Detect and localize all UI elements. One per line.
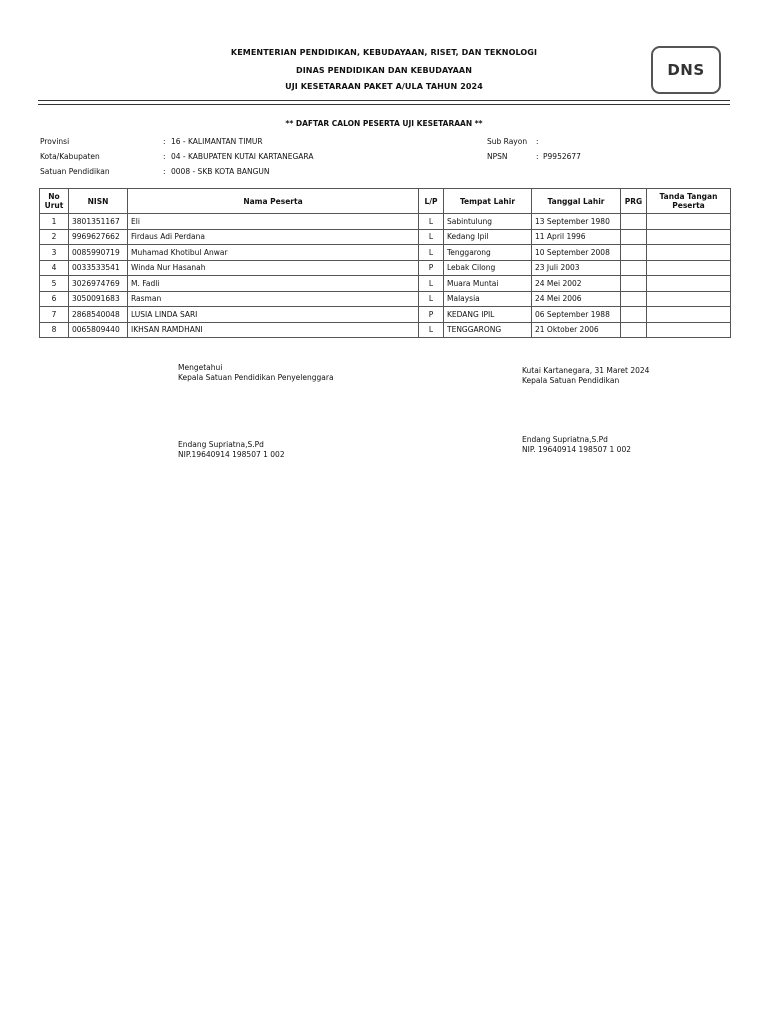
cell-lp: P [419, 260, 444, 276]
header-divider-thin [38, 104, 730, 105]
document-subtitle: ** DAFTAR CALON PESERTA UJI KESETARAAN ** [285, 119, 483, 128]
cell-lp: L [419, 229, 444, 245]
cell-tanggal-lahir: 06 September 1988 [532, 307, 621, 323]
table-row [40, 276, 731, 292]
cell-lp: L [419, 322, 444, 338]
cell-lp: L [419, 276, 444, 292]
info-label-npsn: NPSN [487, 152, 508, 161]
cell-no: 6 [40, 291, 69, 307]
info-value-provinsi: 16 - KALIMANTAN TIMUR [171, 137, 263, 146]
cell-lp: P [419, 307, 444, 323]
col-header-no: No Urut [40, 189, 69, 214]
cell-nama: IKHSAN RAMDHANI [128, 322, 419, 338]
cell-prg [621, 322, 647, 338]
cell-nama: Eli [128, 214, 419, 230]
col-header-tanggal-lahir: Tanggal Lahir [532, 189, 621, 214]
cell-no: 3 [40, 245, 69, 261]
cell-tempat-lahir: KEDANG IPIL [444, 307, 532, 323]
cell-tanggal-lahir: 21 Oktober 2006 [532, 322, 621, 338]
cell-tanggal-lahir: 24 Mei 2006 [532, 291, 621, 307]
cell-tempat-lahir: Sabintulung [444, 214, 532, 230]
cell-no: 5 [40, 276, 69, 292]
info-value-kabupaten: 04 - KABUPATEN KUTAI KARTANEGARA [171, 152, 314, 161]
table-row [40, 291, 731, 307]
cell-tempat-lahir: Malaysia [444, 291, 532, 307]
cell-tanda-tangan [647, 260, 731, 276]
cell-lp: L [419, 291, 444, 307]
signature-left-name: Endang Supriatna,S.Pd [178, 440, 264, 449]
cell-tanggal-lahir: 13 September 1980 [532, 214, 621, 230]
cell-nisn: 0065809440 [69, 322, 128, 338]
cell-prg [621, 291, 647, 307]
cell-nama: Rasman [128, 291, 419, 307]
cell-tanda-tangan [647, 307, 731, 323]
cell-nisn: 3026974769 [69, 276, 128, 292]
signature-right-nip: NIP. 19640914 198507 1 002 [522, 445, 631, 454]
cell-prg [621, 229, 647, 245]
cell-tanggal-lahir: 24 Mei 2002 [532, 276, 621, 292]
col-header-prg: PRG [621, 189, 647, 214]
dns-logo: DNS [651, 46, 721, 94]
table-header-row [40, 189, 731, 214]
header-ministry: KEMENTERIAN PENDIDIKAN, KEBUDAYAAN, RISET, DAN TEKNOLOGI [230, 48, 538, 57]
cell-tanda-tangan [647, 214, 731, 230]
col-header-tempat-lahir: Tempat Lahir [444, 189, 532, 214]
cell-nisn: 2868540048 [69, 307, 128, 323]
cell-lp: L [419, 214, 444, 230]
cell-tanda-tangan [647, 245, 731, 261]
signature-left-block [178, 363, 334, 383]
cell-no: 7 [40, 307, 69, 323]
signature-right-name: Endang Supriatna,S.Pd [522, 435, 608, 444]
info-colon: : [536, 152, 539, 161]
info-colon: : [163, 152, 166, 161]
cell-no: 8 [40, 322, 69, 338]
col-header-nama: Nama Peserta [128, 189, 419, 214]
cell-tempat-lahir: Kedang Ipil [444, 229, 532, 245]
cell-nama: LUSIA LINDA SARI [128, 307, 419, 323]
info-label-sub-rayon: Sub Rayon [487, 137, 528, 146]
cell-prg [621, 260, 647, 276]
cell-prg [621, 214, 647, 230]
signature-right-date: Kutai Kartanegara, 31 Maret 2024 [522, 366, 650, 375]
cell-prg [621, 276, 647, 292]
cell-nisn: 3801351167 [69, 214, 128, 230]
cell-lp: L [419, 245, 444, 261]
cell-nama: Muhamad Khotibul Anwar [128, 245, 419, 261]
info-label-satuan: Satuan Pendidikan [40, 167, 110, 176]
info-colon: : [163, 167, 166, 176]
table-row [40, 229, 731, 245]
signature-right-title: Kepala Satuan Pendidikan [522, 376, 620, 385]
table-row [40, 260, 731, 276]
signature-right-signer [522, 435, 631, 455]
cell-tanda-tangan [647, 229, 731, 245]
table-row [40, 214, 731, 230]
cell-tanggal-lahir: 23 Juli 2003 [532, 260, 621, 276]
signature-right-block [522, 366, 649, 386]
cell-tanda-tangan [647, 322, 731, 338]
table-row [40, 307, 731, 323]
signature-left-nip: NIP.19640914 198507 1 002 [178, 450, 285, 459]
cell-tanggal-lahir: 10 September 2008 [532, 245, 621, 261]
signature-left-title: Kepala Satuan Pendidikan Penyelenggara [178, 373, 334, 382]
header-department: DINAS PENDIDIKAN DAN KEBUDAYAAN [295, 66, 473, 75]
cell-tanda-tangan [647, 276, 731, 292]
cell-tempat-lahir: Lebak Cilong [444, 260, 532, 276]
col-header-nisn: NISN [69, 189, 128, 214]
info-colon: : [163, 137, 166, 146]
cell-prg [621, 245, 647, 261]
signature-left-acknowledge: Mengetahui [178, 363, 223, 372]
cell-nisn: 0085990719 [69, 245, 128, 261]
table-row [40, 245, 731, 261]
cell-nisn: 3050091683 [69, 291, 128, 307]
signature-left-signer [178, 440, 285, 460]
cell-prg [621, 307, 647, 323]
info-label-provinsi: Provinsi [40, 137, 70, 146]
participant-table [39, 188, 731, 338]
col-header-lp: L/P [419, 189, 444, 214]
cell-nama: M. Fadli [128, 276, 419, 292]
cell-no: 4 [40, 260, 69, 276]
header-divider [38, 100, 730, 101]
table-row [40, 322, 731, 338]
info-colon: : [536, 137, 539, 146]
cell-tempat-lahir: Muara Muntai [444, 276, 532, 292]
info-label-kabupaten: Kota/Kabupaten [40, 152, 100, 161]
cell-tempat-lahir: TENGGARONG [444, 322, 532, 338]
info-value-satuan: 0008 - SKB KOTA BANGUN [171, 167, 270, 176]
cell-nama: Winda Nur Hasanah [128, 260, 419, 276]
cell-no: 1 [40, 214, 69, 230]
col-header-tanda-tangan: Tanda Tangan Peserta [647, 189, 731, 214]
cell-tempat-lahir: Tenggarong [444, 245, 532, 261]
cell-tanda-tangan [647, 291, 731, 307]
cell-nisn: 9969627662 [69, 229, 128, 245]
info-value-npsn: P9952677 [543, 152, 581, 161]
cell-nama: Firdaus Adi Perdana [128, 229, 419, 245]
cell-nisn: 0033533541 [69, 260, 128, 276]
header-exam-title: UJI KESETARAAN PAKET A/ULA TAHUN 2024 [285, 82, 483, 91]
cell-no: 2 [40, 229, 69, 245]
cell-tanggal-lahir: 11 April 1996 [532, 229, 621, 245]
